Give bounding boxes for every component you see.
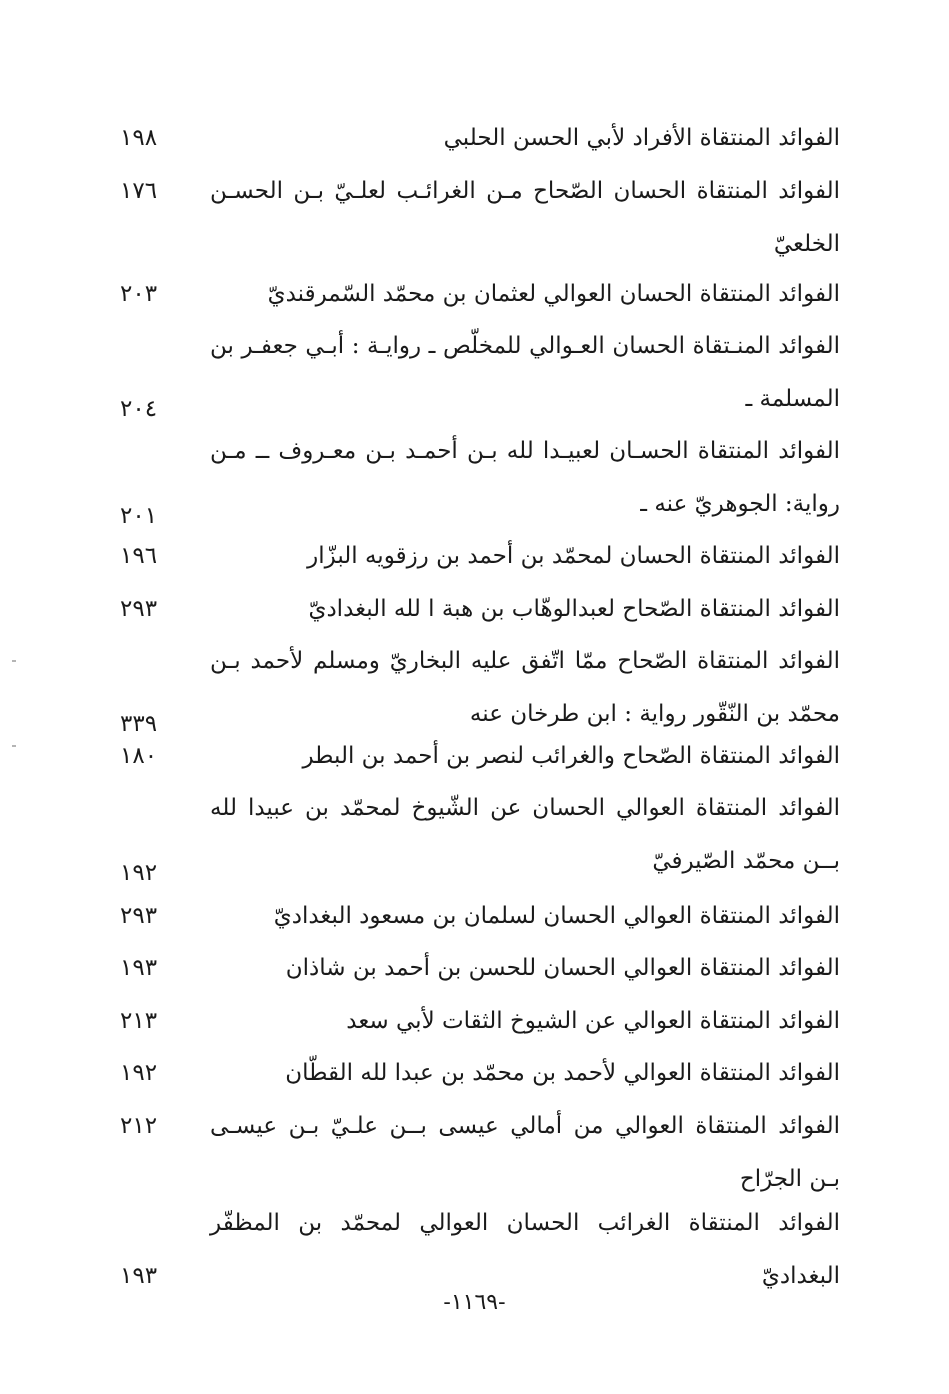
entry-page-number: ١٩٢ — [120, 860, 158, 886]
index-entry — [120, 995, 840, 1048]
entry-page-number: ١٨٠ — [120, 743, 158, 769]
index-entry — [120, 1100, 840, 1206]
entry-title: الفوائد المنتقاة الصّحاح ممّا اتّفق عليه البخاريّ ومسلم لأحمد بـن محمّد بن النّقّور رواية : ابن طرخان عنه — [210, 648, 840, 727]
entry-title: الفوائد المنتقاة الحسان لمحمّد بن أحمد بن رزقويه البزّار — [307, 543, 840, 569]
page-folio: -١١٦٩- — [443, 1290, 506, 1315]
index-entry — [120, 890, 840, 943]
index-entry — [120, 165, 840, 271]
index-entry — [120, 730, 840, 783]
entry-title: الفوائد المنتقاة العوالي الحسان لسلمان بن مسعود البغداديّ — [273, 903, 840, 929]
index-entry — [120, 782, 840, 888]
entry-page-number: ٢٠١ — [120, 503, 158, 529]
entry-page-number: ١٩٢ — [120, 1060, 158, 1086]
entry-title: الفوائد المنتقاة الصّحاح لعبدالوهّاب بن هبة ا لله البغداديّ — [308, 596, 840, 622]
entry-title: الفوائد المنتقاة العوالي من أمالي عيسى بــن علـيّ بـن عيسـى بـن الجرّاح — [210, 1113, 840, 1192]
index-entry — [120, 530, 840, 583]
index-entry — [120, 583, 840, 636]
index-entry — [120, 112, 840, 165]
entry-title: الفوائد المنتقاة العوالي الحسان عن الشّيوخ لمحمّد بن عبيدا لله بــن محمّد الصّيرفيّ — [210, 795, 840, 874]
index-entry — [120, 268, 840, 321]
index-entry — [120, 942, 840, 995]
entry-page-number: ١٩٦ — [120, 543, 158, 569]
index-entry — [120, 320, 840, 426]
entry-page-number: ١٩٨ — [120, 125, 158, 151]
entry-page-number: ٢٠٣ — [120, 281, 158, 307]
index-entry — [120, 1047, 840, 1100]
scan-speck — [12, 745, 16, 747]
entry-title: الفوائد المنتقاة الأفراد لأبي الحسن الحلبي — [443, 125, 840, 151]
entry-page-number: ١٩٣ — [120, 1263, 158, 1289]
entry-title: الفوائد المنتقاة العوالي الحسان للحسن بن أحمد بن شاذان — [285, 955, 840, 981]
entry-page-number: ١٩٣ — [120, 955, 158, 981]
index-entry — [120, 1197, 840, 1303]
entry-title: الفوائد المنتقاة الحسان العوالي لعثمان بن محمّد السّمرقنديّ — [267, 281, 840, 307]
scan-speck — [12, 660, 16, 662]
entry-title: الفوائد المنتقاة الحسان الصّحاح مـن الغرائـب لعلـيّ بـن الحسـن الخلعيّ — [210, 178, 840, 257]
entry-title: الفوائد المنـتقاة الحسان العـوالي للمخلّص ـ روايـة : أبـي جعفـر بن المسلمة ـ — [210, 333, 840, 412]
entry-title: الفوائد المنتقاة العوالي لأحمد بن محمّد بن عبدا لله القطّان — [285, 1060, 840, 1086]
entry-page-number: ٢١٢ — [120, 1113, 158, 1139]
entry-title: الفوائد المنتقاة الغرائب الحسان العوالي لمحمّد بن المظفّر البغداديّ — [210, 1210, 840, 1289]
entry-title: الفوائد المنتقاة الحسـان لعبيـدا لله بـن أحمـد بـن معـروف ــ مـن رواية: الجوهريّ عنه ـ — [210, 438, 840, 517]
entry-page-number: ٢٩٣ — [120, 596, 158, 622]
entry-title: الفوائد المنتقاة العوالي عن الشيوخ الثقات لأبي سعد — [346, 1008, 840, 1034]
entry-title: الفوائد المنتقاة الصّحاح والغرائب لنصر بن أحمد بن البطر — [302, 743, 840, 769]
entry-page-number: ٢٠٤ — [120, 396, 158, 422]
index-entry — [120, 425, 840, 531]
entry-page-number: ١٧٦ — [120, 178, 158, 204]
entry-page-number: ٢٩٣ — [120, 903, 158, 929]
entry-page-number: ٢١٣ — [120, 1008, 158, 1034]
entry-page-number: ٣٣٩ — [120, 711, 158, 737]
index-entry — [120, 635, 840, 741]
